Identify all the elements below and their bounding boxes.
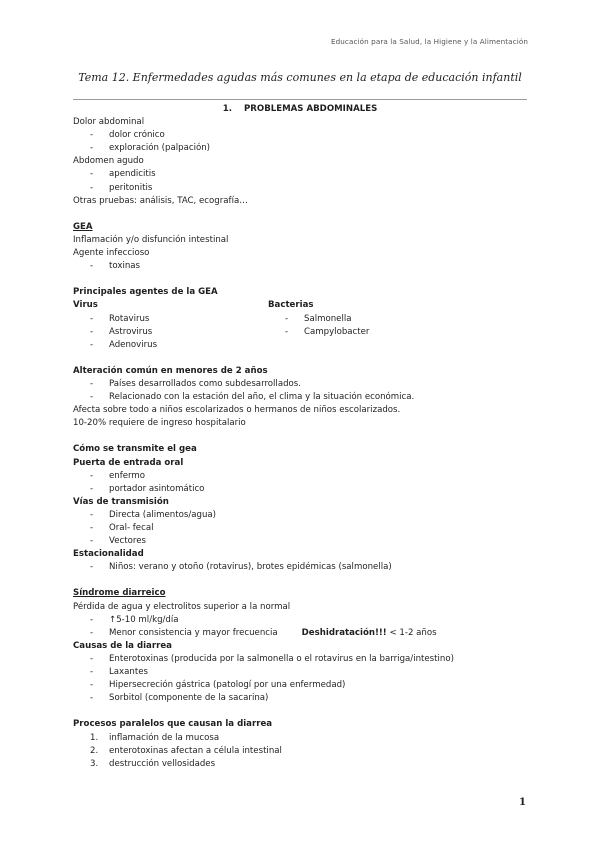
list-item: - Enterotoxinas (producida por la salmonella o el rotavirus en la barriga/intestino) <box>90 653 454 664</box>
sindrome-heading: Síndrome diarreico <box>73 588 166 599</box>
vias-label: Vías de transmisión <box>73 496 169 507</box>
alteracion-line: 10-20% requiere de ingreso hospitalario <box>73 418 246 429</box>
bacterias-column <box>268 299 463 351</box>
list-item: - Laxantes <box>90 667 148 678</box>
list-item: - Vectores <box>90 536 146 547</box>
list-item: - ↑5-10 ml/kg/día <box>90 614 179 625</box>
agentes-heading: Principales agentes de la GEA <box>73 287 218 298</box>
document-title: Tema 12. Enfermedades agudas más comunes en la etapa de educación infantil <box>78 71 522 84</box>
gea-line: Agente infeccioso <box>73 248 150 259</box>
numbered-item: 2. enterotoxinas afectan a célula intestinal <box>90 745 282 756</box>
list-item: - toxinas <box>90 261 141 272</box>
list-item: - Campylobacter <box>285 326 370 337</box>
section-heading: 1. PROBLEMAS ABDOMINALES <box>222 104 378 114</box>
estacionalidad-label: Estacionalidad <box>73 549 144 560</box>
list-item: - apendicitis <box>90 169 156 180</box>
gea-line: Inflamación y/o disfunción intestinal <box>73 234 229 245</box>
abdomen-agudo-label: Abdomen agudo <box>73 156 144 167</box>
alteracion-line: Afecta sobre todo a niños escolarizados o hermanos de niños escolarizados. <box>73 405 401 416</box>
list-item: - exploración (palpación) <box>90 143 211 154</box>
list-item: - Niños: verano y otoño (rotavirus), brotes epidémicas (salmonella) <box>90 562 392 573</box>
list-item: - Relacionado con la estación del año, el clima y la situación económica. <box>90 392 415 403</box>
page-number: 1 <box>519 797 526 808</box>
list-item: - Oral- fecal <box>90 523 154 533</box>
otras-pruebas: Otras pruebas: análisis, TAC, ecografía… <box>73 195 248 206</box>
list-item: - Rotavirus <box>90 313 150 324</box>
document-body <box>73 103 527 771</box>
list-item: - Adenovirus <box>90 339 158 350</box>
list-item: - Salmonella <box>285 313 352 324</box>
title-divider <box>73 99 527 100</box>
list-item: - Astrovirus <box>90 326 153 337</box>
virus-column <box>73 299 268 351</box>
numbered-item: 3. destrucción vellosidades <box>90 758 216 769</box>
procesos-heading: Procesos paralelos que causan la diarrea <box>73 719 273 730</box>
transmision-heading: Cómo se transmite el gea <box>73 444 197 455</box>
puerta-label: Puerta de entrada oral <box>73 457 184 468</box>
dolor-abdominal-label: Dolor abdominal <box>73 117 145 128</box>
virus-label: Virus <box>73 300 98 311</box>
gea-heading: GEA <box>73 221 93 232</box>
sindrome-line: Pérdida de agua y electrolitos superior a la normal <box>73 601 291 612</box>
alteracion-heading: Alteración común en menores de 2 años <box>73 365 268 376</box>
agentes-columns <box>73 299 527 351</box>
bacterias-label: Bacterias <box>268 300 314 311</box>
list-item: - Hipersecreción gástrica (patologí por una enfermedad) <box>90 680 346 691</box>
causas-label: Causas de la diarrea <box>73 640 172 651</box>
list-item: - enfermo <box>90 470 146 481</box>
numbered-item: 1. inflamación de la mucosa <box>90 732 220 743</box>
list-item: - peritonitis <box>90 182 153 193</box>
page-header: Educación para la Salud, la Higiene y la Alimentación <box>330 37 528 46</box>
list-item: - dolor crónico <box>90 130 165 141</box>
deshidratacion-note: < 1-2 años <box>386 627 437 638</box>
list-item: - Directa (alimentos/agua) <box>90 509 217 520</box>
list-item: - portador asintomático <box>90 483 205 494</box>
list-item: - Menor consistencia y mayor frecuencia Deshidratación!!! < 1-2 años <box>90 627 437 638</box>
list-item: - Sorbitol (componente de la sacarina) <box>90 693 269 704</box>
deshidratacion-warning: Deshidratación!!! <box>301 627 387 638</box>
list-item: - Países desarrollados como subdesarrollados. <box>90 378 302 389</box>
